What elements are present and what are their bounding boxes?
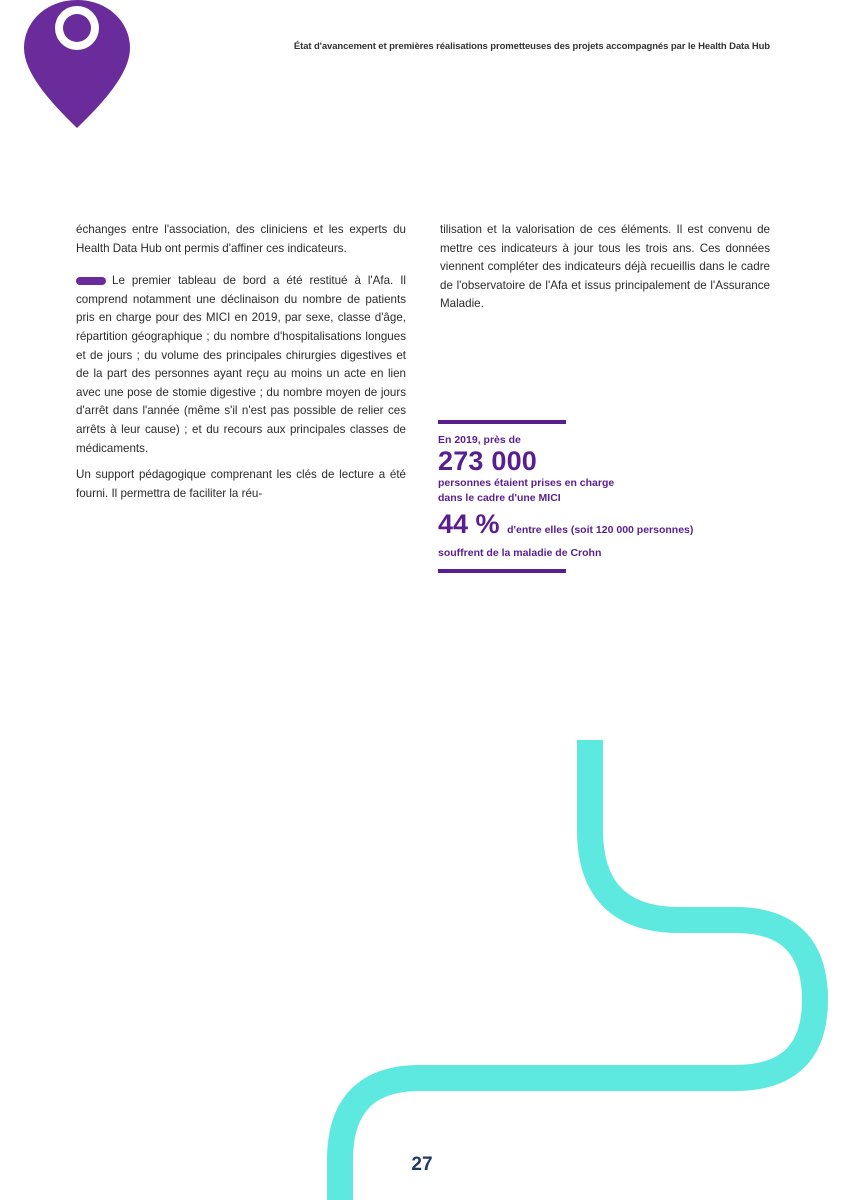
running-header: État d'avancement et premières réalisations prometteuses des projets accompagnés par le Health Data Hub: [293, 41, 770, 52]
stat-line-1: personnes étaient prises en charge: [438, 477, 615, 489]
paragraph-2-text: Le premier tableau de bord a été restitué à l'Afa. Il comprend notamment une déclinaison du nombre de patients pris en charge pour des MICI en 2019, par sexe, classe d'âge, répartition géographique ; du nombre d'hospitalisations longues et de jours ; du volume des principales chirurgies digestives et de la part des personnes ayant reçu au moins un acte en lien avec une pose de stomie digestive ; du nombre moyen de jours d'arrêt dans l'année (même s'il n'est pas possible de relier ces arrêts à leur cause) ; et du recours aux principales classes de médicaments.: [76, 274, 406, 455]
paragraph-3: Un support pédagogique comprenant les clés de lecture a été fourni. Il permettra de faciliter la réu-: [76, 468, 406, 500]
stat-big-number: 273 000: [438, 446, 537, 476]
stat-line-2: dans le cadre d'une MICI: [438, 492, 561, 504]
page-number: 27: [411, 1154, 433, 1175]
stat-percent-note: d'entre elles (soit 120 000 personnes): [507, 524, 694, 536]
paragraph-4: tilisation et la valorisation de ces éléments. Il est convenu de mettre ces indicateurs à jour tous les trois ans. Ces données viennent compléter des indicateurs déjà recueillis dans le cadre de l'observatoire de l'Afa et issus principalement de l'Assurance Maladie.: [440, 223, 770, 311]
stat-line-3: souffrent de la maladie de Crohn: [438, 547, 602, 559]
stat-percent: 44 %: [438, 509, 500, 539]
paragraph-1: échanges entre l'association, des cliniciens et les experts du Health Data Hub ont permis d'affiner ces indicateurs.: [76, 223, 406, 255]
stat-intro: En 2019, près de: [438, 434, 521, 446]
